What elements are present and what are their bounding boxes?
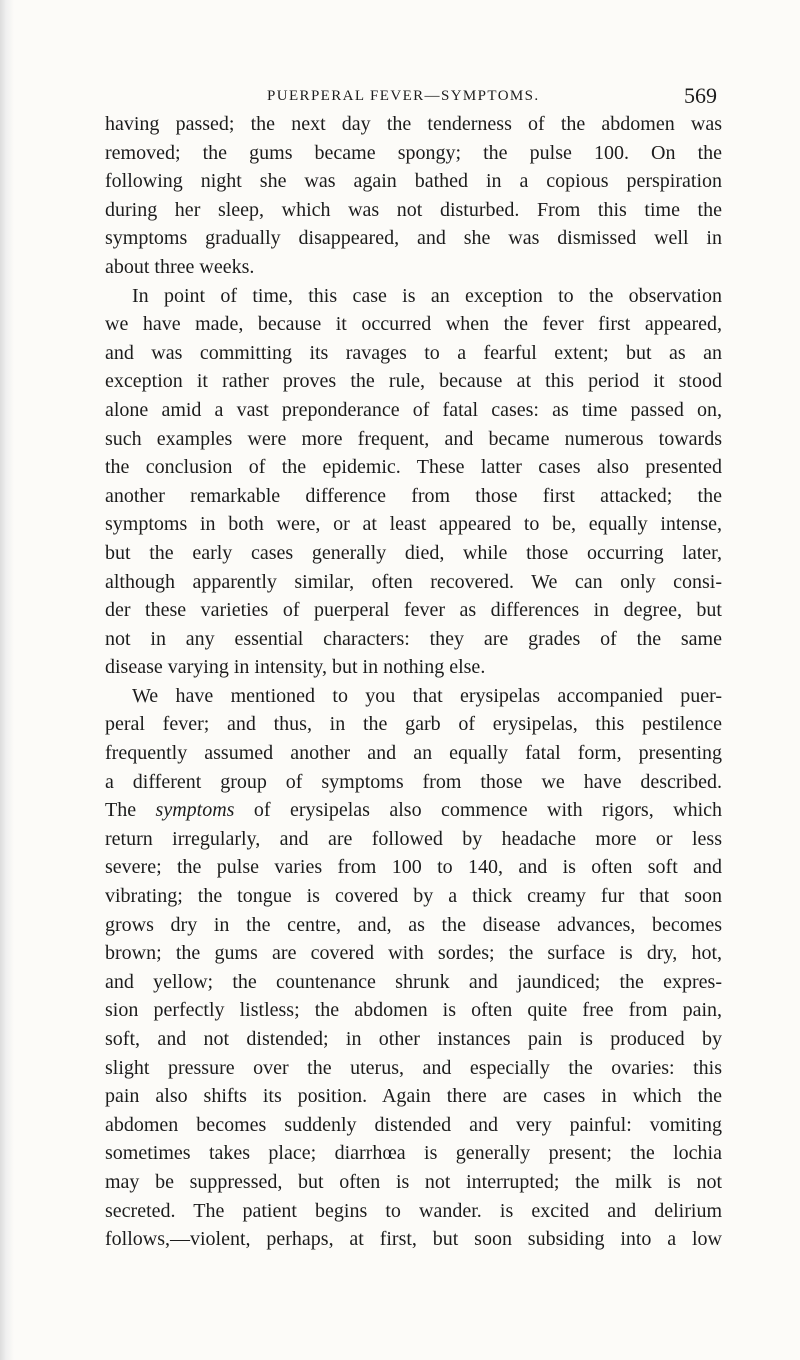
text-line: a different group of symptoms from those we have described.	[105, 770, 722, 793]
text-line: disease varying in intensity, but in nothing else.	[105, 656, 486, 679]
text-line: abdomen becomes suddenly distended and very painful: vomiting	[105, 1113, 722, 1136]
text-line-with-italic	[105, 796, 722, 825]
text-line: such examples were more frequent, and became numerous towards	[105, 427, 722, 450]
running-title: PUERPERAL FEVER—SYMPTOMS.	[267, 88, 540, 104]
text-line: der these varieties of puerperal fever as differences in degree, but	[105, 599, 722, 622]
text-line: another remarkable difference from those first attacked; the	[105, 484, 722, 507]
text-line: soft, and not distended; in other instances pain is produced by	[105, 1028, 722, 1050]
text-line: vibrating; the tongue is covered by a thick creamy fur that soon	[105, 885, 722, 908]
text-line: may be suppressed, but often is not interrupted; the milk is not	[105, 1170, 722, 1193]
text-line: slight pressure over the uterus, and especially the ovaries: this	[105, 1056, 722, 1079]
text-line: having passed; the next day the tenderness of the abdomen was	[105, 113, 722, 135]
text-line: symptoms gradually disappeared, and she was dismissed well in	[105, 227, 722, 250]
text-line: the conclusion of the epidemic. These latter cases also presented	[105, 456, 722, 479]
text-line: removed; the gums became spongy; the pulse 100. On the	[105, 141, 722, 164]
text-line: secreted. The patient begins to wander. is excited and delirium	[105, 1199, 722, 1222]
running-head	[267, 80, 717, 110]
line-text-post: of erysipelas also commence with rigors, which	[234, 799, 722, 822]
page-number: 569	[684, 83, 717, 108]
text-line: sometimes takes place; diarrhœa is generally present; the lochia	[105, 1142, 722, 1165]
text-line: symptoms in both were, or at least appeared to be, equally intense,	[105, 513, 722, 536]
text-line: about three weeks.	[105, 255, 255, 278]
page-edge-shadow	[0, 0, 14, 1360]
text-line: return irregularly, and are followed by headache more or less	[105, 827, 722, 850]
line-text-pre: The	[105, 799, 156, 822]
body-text	[105, 110, 722, 1290]
text-line: brown; the gums are covered with sordes; the surface is dry, hot,	[105, 942, 722, 965]
text-line: following night she was again bathed in a copious perspiration	[105, 170, 722, 193]
text-line: grows dry in the centre, and, as the disease advances, becomes	[105, 913, 722, 936]
text-line: although apparently similar, often recovered. We can only consi-	[105, 570, 722, 593]
text-line: but the early cases generally died, while those occurring later,	[105, 541, 722, 564]
text-line: we have made, because it occurred when the fever first appeared,	[105, 313, 722, 336]
text-line: pain also shifts its position. Again there are cases in which the	[105, 1085, 722, 1108]
text-line: In point of time, this case is an exception to the observation	[132, 284, 722, 307]
text-line: during her sleep, which was not disturbed. From this time the	[105, 198, 722, 221]
text-line: follows,—violent, perhaps, at first, but soon subsiding into a low	[105, 1228, 722, 1251]
text-line: alone amid a vast preponderance of fatal cases: as time passed on,	[105, 398, 722, 421]
text-line: frequently assumed another and an equally fatal form, presenting	[105, 742, 722, 765]
text-line: exception it rather proves the rule, because at this period it stood	[105, 370, 722, 393]
text-line: peral fever; and thus, in the garb of erysipelas, this pestilence	[105, 713, 722, 736]
text-line: severe; the pulse varies from 100 to 140, and is often soft and	[105, 856, 722, 879]
text-line: sion perfectly listless; the abdomen is often quite free from pain,	[105, 999, 722, 1022]
text-line: not in any essential characters: they are grades of the same	[105, 627, 722, 650]
text-line: and was committing its ravages to a fearful extent; but as an	[105, 341, 722, 364]
italic-term: symptoms	[155, 799, 235, 822]
text-line: We have mentioned to you that erysipelas accompanied puer-	[132, 684, 722, 707]
text-line: and yellow; the countenance shrunk and jaundiced; the expres-	[105, 970, 722, 993]
